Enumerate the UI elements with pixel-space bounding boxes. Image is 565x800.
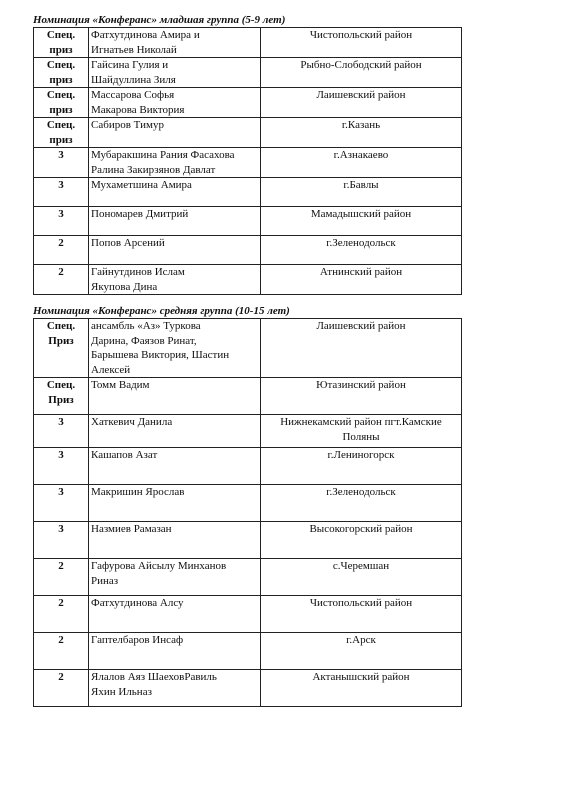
place-cell: Спец. приз bbox=[34, 58, 89, 88]
names-cell: Попов Арсений bbox=[89, 236, 261, 265]
region-cell: Мамадышский район bbox=[261, 207, 462, 236]
region-cell: Чистопольский район bbox=[261, 28, 462, 58]
region-cell: г.Зеленодольск bbox=[261, 485, 462, 522]
names-cell: ансамбль «Аз» Туркова Дарина, Фаязов Ринат, Барышева Виктория, Шастин Алексей bbox=[89, 319, 261, 378]
region-cell: г.Арск bbox=[261, 633, 462, 670]
table-row bbox=[34, 633, 462, 670]
table-row bbox=[34, 236, 462, 265]
table-row bbox=[34, 596, 462, 633]
names-cell: Кашапов Азат bbox=[89, 448, 261, 485]
region-cell: Рыбно-Слободский район bbox=[261, 58, 462, 88]
place-cell: Спец. приз bbox=[34, 28, 89, 58]
place-cell: Спец. Приз bbox=[34, 319, 89, 378]
place-cell: Спец. приз bbox=[34, 118, 89, 148]
region-cell: Чистопольский район bbox=[261, 596, 462, 633]
region-cell: г.Бавлы bbox=[261, 178, 462, 207]
names-cell: Пономарев Дмитрий bbox=[89, 207, 261, 236]
table-row bbox=[34, 448, 462, 485]
region-cell: г.Казань bbox=[261, 118, 462, 148]
place-cell: 3 bbox=[34, 522, 89, 559]
place-cell: Спец. приз bbox=[34, 88, 89, 118]
names-cell: Гайнутдинов Ислам Якупова Дина bbox=[89, 265, 261, 295]
table-row bbox=[34, 485, 462, 522]
region-cell: Ютазинский район bbox=[261, 378, 462, 415]
names-cell: Фатхутдинова Алсу bbox=[89, 596, 261, 633]
section1-heading: Номинация «Конферанс» младшая группа (5-9 лет) bbox=[33, 14, 286, 26]
names-cell: Гафурова Айсылу Минханов Риназ bbox=[89, 559, 261, 596]
table-row bbox=[34, 88, 462, 118]
region-cell: г.Азнакаево bbox=[261, 148, 462, 178]
place-cell: Спец. Приз bbox=[34, 378, 89, 415]
table-row bbox=[34, 28, 462, 58]
table-row bbox=[34, 178, 462, 207]
region-cell: с.Черемшан bbox=[261, 559, 462, 596]
table-row bbox=[34, 559, 462, 596]
place-cell: 2 bbox=[34, 559, 89, 596]
table-row bbox=[34, 265, 462, 295]
place-cell: 3 bbox=[34, 448, 89, 485]
names-cell: Мубаракшина Рания Фасахова Ралина Закирзянов Давлат bbox=[89, 148, 261, 178]
region-cell: Лаишевский район bbox=[261, 88, 462, 118]
names-cell: Массарова Софья Макарова Виктория bbox=[89, 88, 261, 118]
names-cell: Назмиев Рамазан bbox=[89, 522, 261, 559]
place-cell: 2 bbox=[34, 265, 89, 295]
place-cell: 3 bbox=[34, 178, 89, 207]
table-row bbox=[34, 118, 462, 148]
table-row bbox=[34, 319, 462, 378]
place-cell: 3 bbox=[34, 415, 89, 448]
place-cell: 2 bbox=[34, 670, 89, 707]
table-row bbox=[34, 148, 462, 178]
region-cell: Нижнекамский район пгт.Камские Поляны bbox=[261, 415, 462, 448]
table-row bbox=[34, 378, 462, 415]
table-row bbox=[34, 670, 462, 707]
names-cell: Макришин Ярослав bbox=[89, 485, 261, 522]
place-cell: 2 bbox=[34, 236, 89, 265]
names-cell: Сабиров Тимур bbox=[89, 118, 261, 148]
region-cell: Актанышский район bbox=[261, 670, 462, 707]
region-cell: Высокогорский район bbox=[261, 522, 462, 559]
place-cell: 3 bbox=[34, 148, 89, 178]
names-cell: Гайсина Гулия и Шайдуллина Зиля bbox=[89, 58, 261, 88]
place-cell: 2 bbox=[34, 633, 89, 670]
region-cell: г.Лениногорск bbox=[261, 448, 462, 485]
names-cell: Гаптелбаров Инсаф bbox=[89, 633, 261, 670]
table-row bbox=[34, 207, 462, 236]
section1-table bbox=[33, 27, 462, 295]
names-cell: Ялалов Аяз ШаеховРавиль Яхин Ильназ bbox=[89, 670, 261, 707]
region-cell: г.Зеленодольск bbox=[261, 236, 462, 265]
table-row bbox=[34, 58, 462, 88]
table-row bbox=[34, 415, 462, 448]
place-cell: 2 bbox=[34, 596, 89, 633]
section2-heading: Номинация «Конферанс» средняя группа (10-15 лет) bbox=[33, 305, 290, 317]
place-cell: 3 bbox=[34, 207, 89, 236]
names-cell: Фатхутдинова Амира и Игнатьев Николай bbox=[89, 28, 261, 58]
region-cell: Лаишевский район bbox=[261, 319, 462, 378]
place-cell: 3 bbox=[34, 485, 89, 522]
names-cell: Хаткевич Данила bbox=[89, 415, 261, 448]
names-cell: Томм Вадим bbox=[89, 378, 261, 415]
region-cell: Атнинский район bbox=[261, 265, 462, 295]
table-row bbox=[34, 522, 462, 559]
section2-table bbox=[33, 318, 462, 707]
names-cell: Мухаметшина Амира bbox=[89, 178, 261, 207]
